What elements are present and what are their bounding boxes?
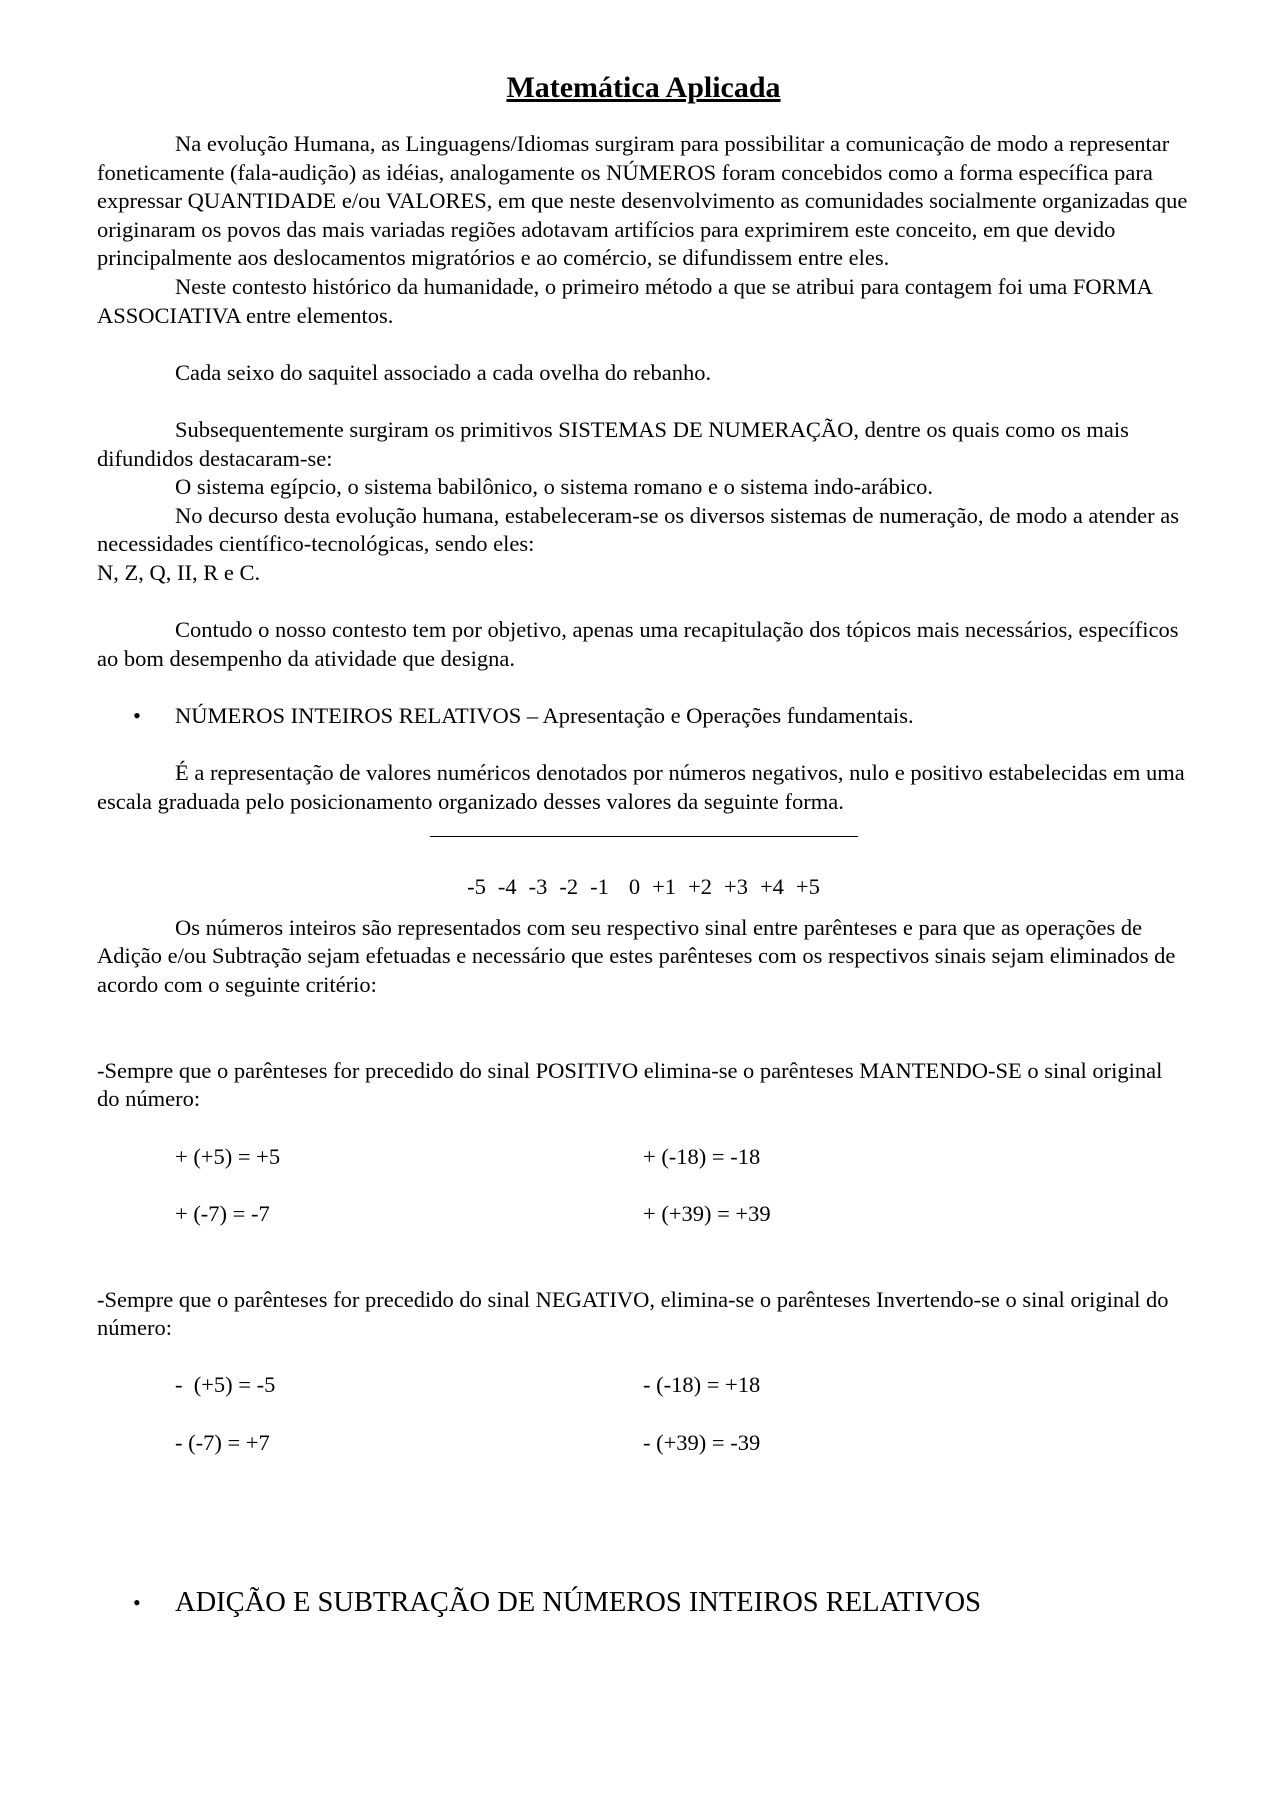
number-line-label: -5	[467, 874, 486, 900]
equation: - (-7) = +7	[175, 1429, 270, 1455]
paragraph-integer-representation: É a representação de valores numéricos denotados por números negativos, nulo e positivo estabelecidas em uma escala graduada pelo posicionamento organizado desses valores da seguinte forma.	[97, 760, 1185, 814]
positive-rule-row	[97, 1143, 1190, 1172]
paragraph-historical-context: Neste contesto histórico da humanidade, o primeiro método a que se atribui para contagem foi uma FORMA ASSOCIATIVA entre elementos.	[97, 273, 1152, 328]
equation: + (+5) = +5	[175, 1143, 281, 1169]
number-line-label: -2	[559, 874, 579, 900]
page-title: Matemática Aplicada	[506, 71, 781, 104]
document-page	[97, 68, 1190, 1621]
equation: + (+39) = +39	[643, 1200, 771, 1226]
number-line-label: +3	[724, 874, 748, 900]
number-line-axis	[430, 836, 858, 837]
number-line-labels	[97, 873, 1190, 902]
negative-rule-row	[97, 1371, 1190, 1400]
positive-rule-row	[97, 1200, 1190, 1229]
bullet-integers-heading: • NÚMEROS INTEIROS RELATIVOS – Apresentação e Operações fundamentais.	[97, 702, 1190, 731]
equation: + (-18) = -18	[643, 1143, 761, 1169]
negative-rule-row	[97, 1429, 1190, 1458]
paragraph-numeral-systems: Subsequentemente surgiram os primitivos SISTEMAS DE NUMERAÇÃO, dentre os quais como os mais difundidos destacaram-se:	[97, 416, 1129, 471]
equation: - (+5) = -5	[175, 1372, 276, 1398]
equation: + (-7) = -7	[175, 1200, 270, 1226]
number-line-label: +4	[759, 874, 784, 900]
paragraph-parentheses-rule: Os números inteiros são representados com seu respectivo sinal entre parênteses e para que as operações de Adição e/ou Subtração sejam efetuadas e necessário que estes parênteses com os respectivos sinais sejam eliminados de acordo com o seguinte critério:	[97, 914, 1176, 998]
paragraph-systems-list: O sistema egípcio, o sistema babilônico, o sistema romano e o sistema indo-arábico.	[175, 474, 933, 500]
paragraph-pebble-association: Cada seixo do saquitel associado a cada ovelha do rebanho.	[175, 359, 712, 385]
number-line-label: +5	[795, 874, 820, 900]
number-line-label: +2	[688, 874, 713, 900]
number-line-label: -3	[528, 874, 548, 900]
equation: - (-18) = +18	[643, 1372, 761, 1398]
number-line-label: -1	[590, 874, 609, 900]
bullet-icon: •	[133, 702, 141, 728]
paragraph-intro: Na evolução Humana, as Linguagens/Idiomas surgiram para possibilitar a comunicação de modo a representar foneticamente (fala-audição) as idéias, analogamente os NÚMEROS foram concebidos como a forma específica para expressar QUANTIDADE e/ou VALORES, em que neste desenvolvimento as comunidades socialmente organizadas que originaram os povos das mais variadas regiões adotavam artifícios para exprimirem este conceito, em que devido principalmente aos deslocamentos migratórios e ao comércio, se difundissem entre eles.	[97, 131, 1188, 271]
number-line-label: 0	[628, 874, 641, 900]
paragraph-negative-rule: -Sempre que o parênteses for precedido do sinal NEGATIVO, elimina-se o parênteses Invertendo-se o sinal original do número:	[97, 1286, 1169, 1341]
paragraph-objective: Contudo o nosso contesto tem por objetivo, apenas uma recapitulação dos tópicos mais necessários, específicos ao bom desempenho da atividade que designa.	[97, 617, 1179, 671]
bullet-addition-subtraction-heading: • ADIÇÃO E SUBTRAÇÃO DE NÚMEROS INTEIROS RELATIVOS	[97, 1585, 1190, 1621]
equation: - (+39) = -39	[643, 1429, 761, 1455]
number-line-label: +1	[652, 874, 677, 900]
bullet-icon: •	[133, 1590, 141, 1616]
paragraph-number-sets: N, Z, Q, II, R e C.	[97, 559, 261, 585]
paragraph-evolution: No decurso desta evolução humana, estabeleceram-se os diversos sistemas de numeração, de modo a atender as necessidades científico-tecnológicas, sendo eles:	[97, 502, 1179, 557]
paragraph-positive-rule: -Sempre que o parênteses for precedido do sinal POSITIVO elimina-se o parênteses MANTENDO-SE o sinal original do número:	[97, 1057, 1163, 1112]
number-line-label: -4	[497, 874, 517, 900]
